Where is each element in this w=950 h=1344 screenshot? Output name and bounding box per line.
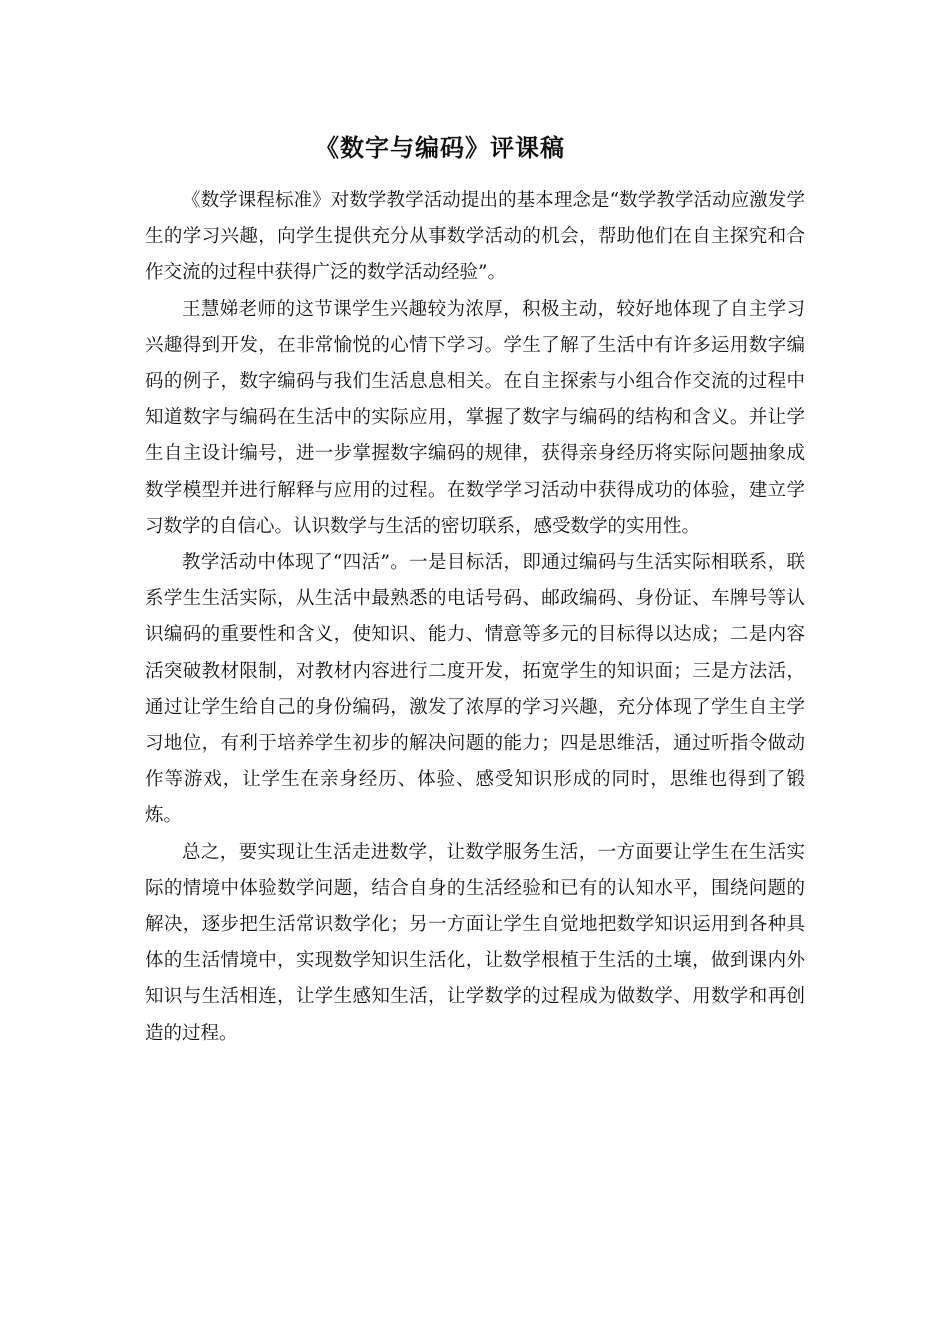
document-body [145,183,805,1052]
paragraph-curriculum-standard: 《数学课程标准》对数学教学活动提出的基本理念是“数学教学活动应激发学生的学习兴趣，向学生提供充分从事数学活动的机会，帮助他们在自主探究和合作交流的过程中获得广泛的数学活动经验”。 [145,190,805,284]
paragraph-four-lively-aspects: 教学活动中体现了“四活”。一是目标活，即通过编码与生活实际相联系，联系学生生活实际，从生活中最熟悉的电话号码、邮政编码、身份证、车牌号等认识编码的重要性和含义，使知识、能力、情意等多元的目标得以达成；二是内容活突破教材限制，对教材内容进行二度开发，拓宽学生的知识面；三是方法活，通过让学生给自己的身份编码，激发了浓厚的学习兴趣，充分体现了学生自主学习地位，有利于培养学生初步的解决问题的能力；四是思维活，通过听指令做动作等游戏，让学生在亲身经历、体验、感受知识形成的同时，思维也得到了锻炼。 [145,552,805,827]
paragraph-conclusion: 总之，要实现让生活走进数学，让数学服务生活，一方面要让学生在生活实际的情境中体验数学问题，结合自身的生活经验和已有的认知水平，围绕问题的解决，逐步把生活常识数学化；另一方面让学生自觉地把数学知识运用到各种具体的生活情境中，实现数学知识生活化，让数学根植于生活的土壤，做到课内外知识与生活相连，让学生感知生活，让学数学的过程成为做数学、用数学和再创造的过程。 [145,841,805,1044]
paragraph-lesson-evaluation: 王慧娣老师的这节课学生兴趣较为浓厚，积极主动，较好地体现了自主学习兴趣得到开发，在非常愉悦的心情下学习。学生了解了生活中有许多运用数字编码的例子，数字编码与我们生活息息相关。在自主探索与小组合作交流的过程中知道数字与编码在生活中的实际应用，掌握了数字与编码的结构和含义。并让学生自主设计编号，进一步掌握数字编码的规律，获得亲身经历将实际问题抽象成数学模型并进行解释与应用的过程。在数学学习活动中获得成功的体验，建立学习数学的自信心。认识数学与生活的密切联系，感受数学的实用性。 [145,298,805,537]
document-title: 《数字与编码》评课稿 [315,133,565,162]
